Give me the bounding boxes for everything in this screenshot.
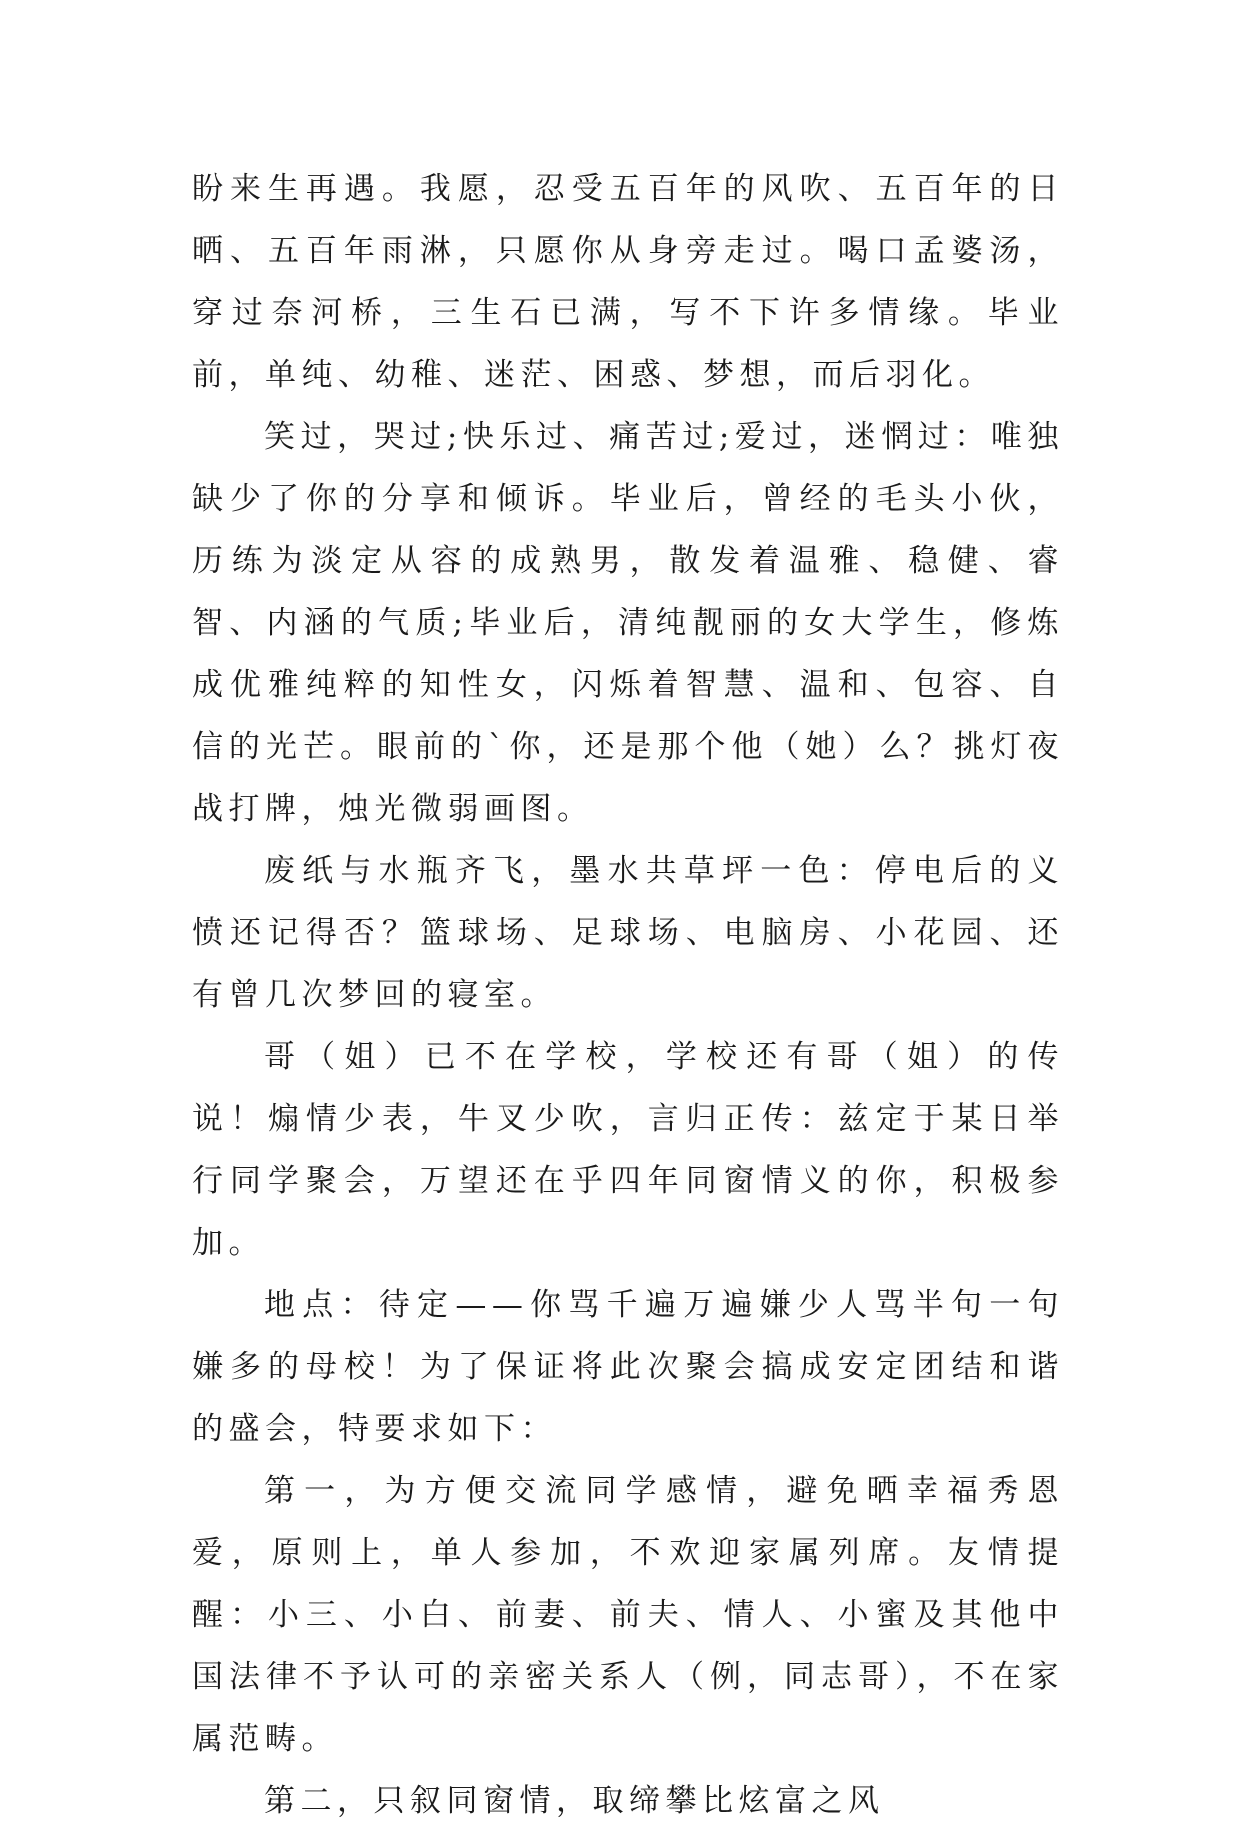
paragraph-5: 地点：待定——你骂千遍万遍嫌少人骂半句一句嫌多的母校！为了保证将此次聚会搞成安定团结和谐的盛会，特要求如下： — [192, 1287, 1064, 1447]
paragraph-2: 笑过，哭过;快乐过、痛苦过;爱过，迷惘过：唯独缺少了你的分享和倾诉。毕业后，曾经的毛头小伙，历练为淡定从容的成熟男，散发着温雅、稳健、睿智、内涵的气质;毕业后，清纯靓丽的女大学生，修炼成优雅纯粹的知性女，闪烁着智慧、温和、包容、自信的光芒。眼前的`你，还是那个他（她）么？挑灯夜战打牌，烛光微弱画图。 — [192, 419, 1064, 827]
paragraph-6: 第一，为方便交流同学感情，避免晒幸福秀恩爱，原则上，单人参加，不欢迎家属列席。友情提醒：小三、小白、前妻、前夫、情人、小蜜及其他中国法律不予认可的亲密关系人（例，同志哥），不在家属范畴。 — [192, 1473, 1064, 1757]
document-body — [192, 158, 1064, 1832]
paragraph-4: 哥（姐）已不在学校，学校还有哥（姐）的传说！煽情少表，牛叉少吹，言归正传：兹定于某日举行同学聚会，万望还在乎四年同窗情义的你，积极参加。 — [192, 1039, 1064, 1261]
paragraph-1: 盼来生再遇。我愿，忍受五百年的风吹、五百年的日晒、五百年雨淋，只愿你从身旁走过。喝口孟婆汤，穿过奈河桥，三生石已满，写不下许多情缘。毕业前，单纯、幼稚、迷茫、困惑、梦想，而后羽化。 — [192, 171, 1064, 393]
paragraph-3: 废纸与水瓶齐飞，墨水共草坪一色：停电后的义愤还记得否？篮球场、足球场、电脑房、小花园、还有曾几次梦回的寝室。 — [192, 853, 1064, 1013]
paragraph-7: 第二，只叙同窗情，取缔攀比炫富之风 — [264, 1783, 885, 1819]
